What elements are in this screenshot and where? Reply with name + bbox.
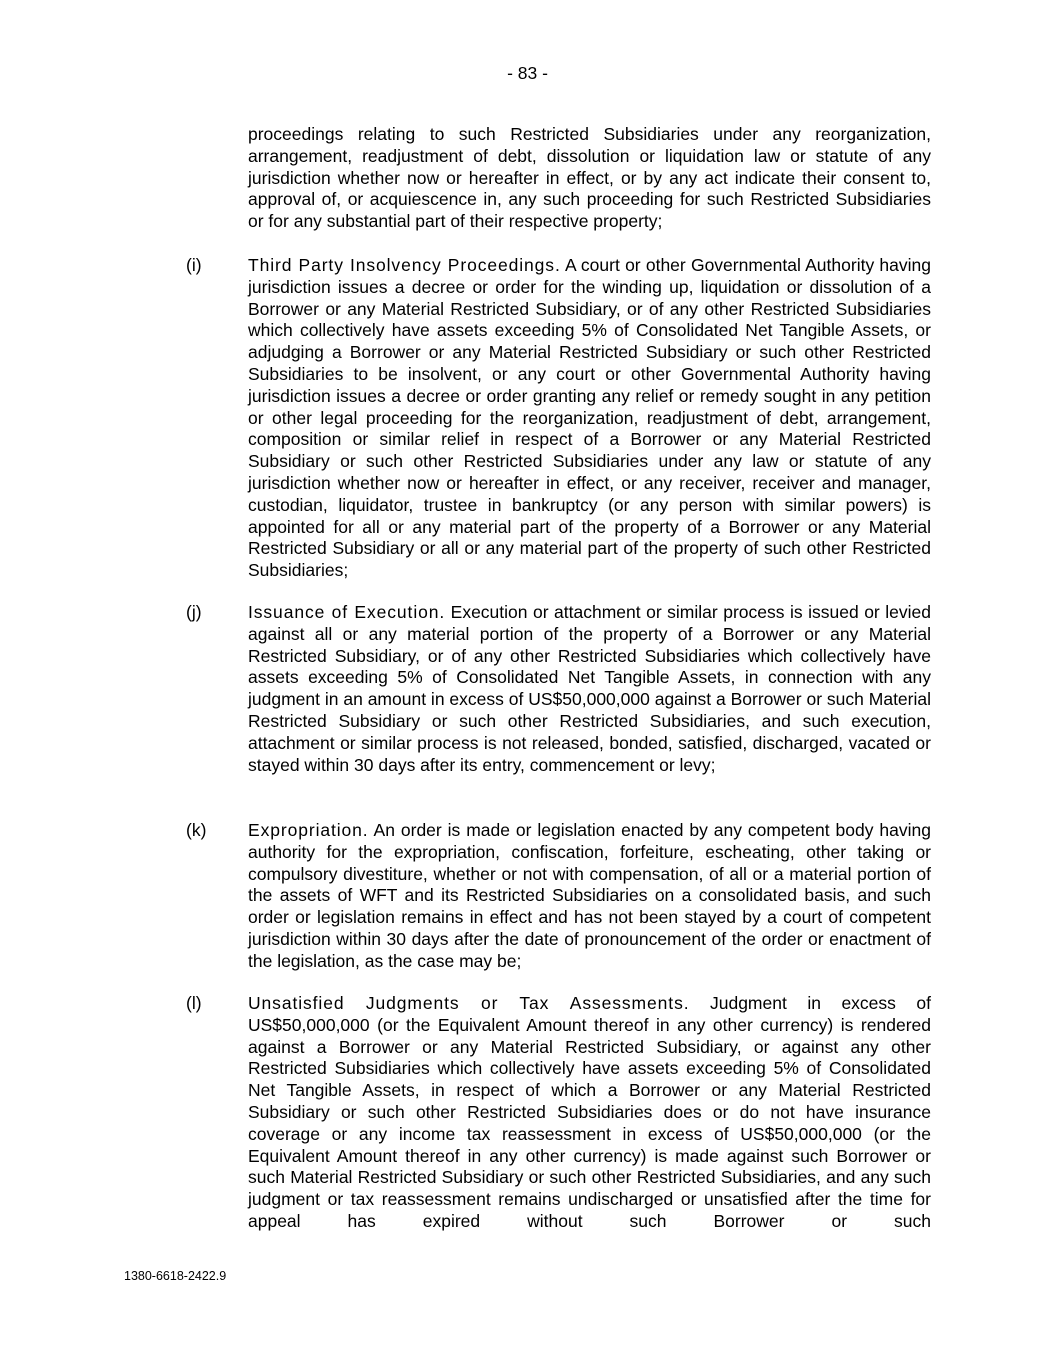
- clause-k-paragraph: [248, 820, 931, 973]
- page-number: - 83 -: [507, 63, 548, 83]
- clause-marker-j: (j): [186, 602, 202, 622]
- clause-l-heading: Unsatisfied Judgments or Tax Assessments.: [248, 993, 690, 1013]
- document-id: 1380-6618-2422.9: [124, 1269, 227, 1283]
- clause-i-text: A court or other Governmental Authority having jurisdiction issues a decree or order for the winding up, liquidation or dissolution of a Borrower or any Material Restricted Subsidiary, or of any other Restricted Subsidiaries which collectively have assets exceeding 5% of Consolidated Net Tangible Assets, or adjudging a Borrower or any Material Restricted Subsidiary or such other Restricted Subsidiaries to be insolvent, or any court or other Governmental Authority having jurisdiction issues a decree or order granting any relief or remedy sought in any petition or other legal proceeding for the reorganization, readjustment of debt, arrangement, composition or similar relief in respect of a Borrower or any Material Restricted Subsidiary or such other Restricted Subsidiaries under any law or statute of any jurisdiction whether now or hereafter in effect, or any receiver, receiver and manager, custodian, liquidator, trustee in bankruptcy (or any person with similar powers) is appointed for all or any material part of the property of a Borrower or any Material Restricted Subsidiary or all or any material part of the property of such other Restricted Subsidiaries;: [248, 255, 931, 581]
- clause-j-text: Execution or attachment or similar process is issued or levied against all or any material portion of the property of a Borrower or any Material Restricted Subsidiary, or of any other Restricted Subsidiaries which collectively have assets exceeding 5% of Consolidated Net Tangible Assets, in connection with any judgment in an amount in excess of US$50,000,000 against a Borrower or such Material Restricted Subsidiary or such other Restricted Subsidiaries, and such execution, attachment or similar process is not released, bonded, satisfied, discharged, vacated or stayed within 30 days after its entry, commencement or levy;: [248, 602, 931, 775]
- clause-marker-i: (i): [186, 255, 202, 275]
- clause-j-heading: Issuance of Execution.: [248, 602, 446, 622]
- clause-i-paragraph: [248, 255, 931, 582]
- clause-marker-k: (k): [186, 820, 207, 840]
- clause-l-paragraph: [248, 993, 931, 1233]
- clause-k-heading: Expropriation.: [248, 820, 369, 840]
- continuation-paragraph: proceedings relating to such Restricted Subsidiaries under any reorganization, arrangement, readjustment of debt, dissolution or liquidation law or statute of any jurisdiction whether now or hereafter in effect, or by any act indicate their consent to, approval of, or acquiescence in, any such proceeding for such Restricted Subsidiaries or for any substantial part of their respective property;: [248, 124, 931, 232]
- clause-k-text: An order is made or legislation enacted by any competent body having authority for the expropriation, confiscation, forfeiture, escheating, other taking or compulsory divestiture, whether or not with compensation, of all or a material portion of the assets of WFT and its Restricted Subsidiaries on a consolidated basis, and such order or legislation remains in effect and has not been stayed by a court of competent jurisdiction within 30 days after the date of pronouncement of the order or enactment of the legislation, as the case may be;: [248, 820, 931, 971]
- clause-l-text: Judgment in excess of US$50,000,000 (or the Equivalent Amount thereof in any other currency) is rendered against a Borrower or any Material Restricted Subsidiary, or against any other Restricted Subsidiaries which collectively have assets exceeding 5% of Consolidated Net Tangible Assets, in respect of which a Borrower or any Material Restricted Subsidiary or such other Restricted Subsidiaries does or do not have insurance coverage or any income tax reassessment in excess of US$50,000,000 (or the Equivalent Amount thereof in any other currency) is made against such Borrower or such Material Restricted Subsidiary or such other Restricted Subsidiaries, and any such judgment or tax reassessment remains undischarged or unsatisfied after the time for appeal has expired without such Borrower or such: [248, 993, 931, 1231]
- clause-marker-l: (l): [186, 993, 202, 1013]
- clause-j-paragraph: [248, 602, 931, 776]
- clause-i-heading: Third Party Insolvency Proceedings.: [248, 255, 561, 275]
